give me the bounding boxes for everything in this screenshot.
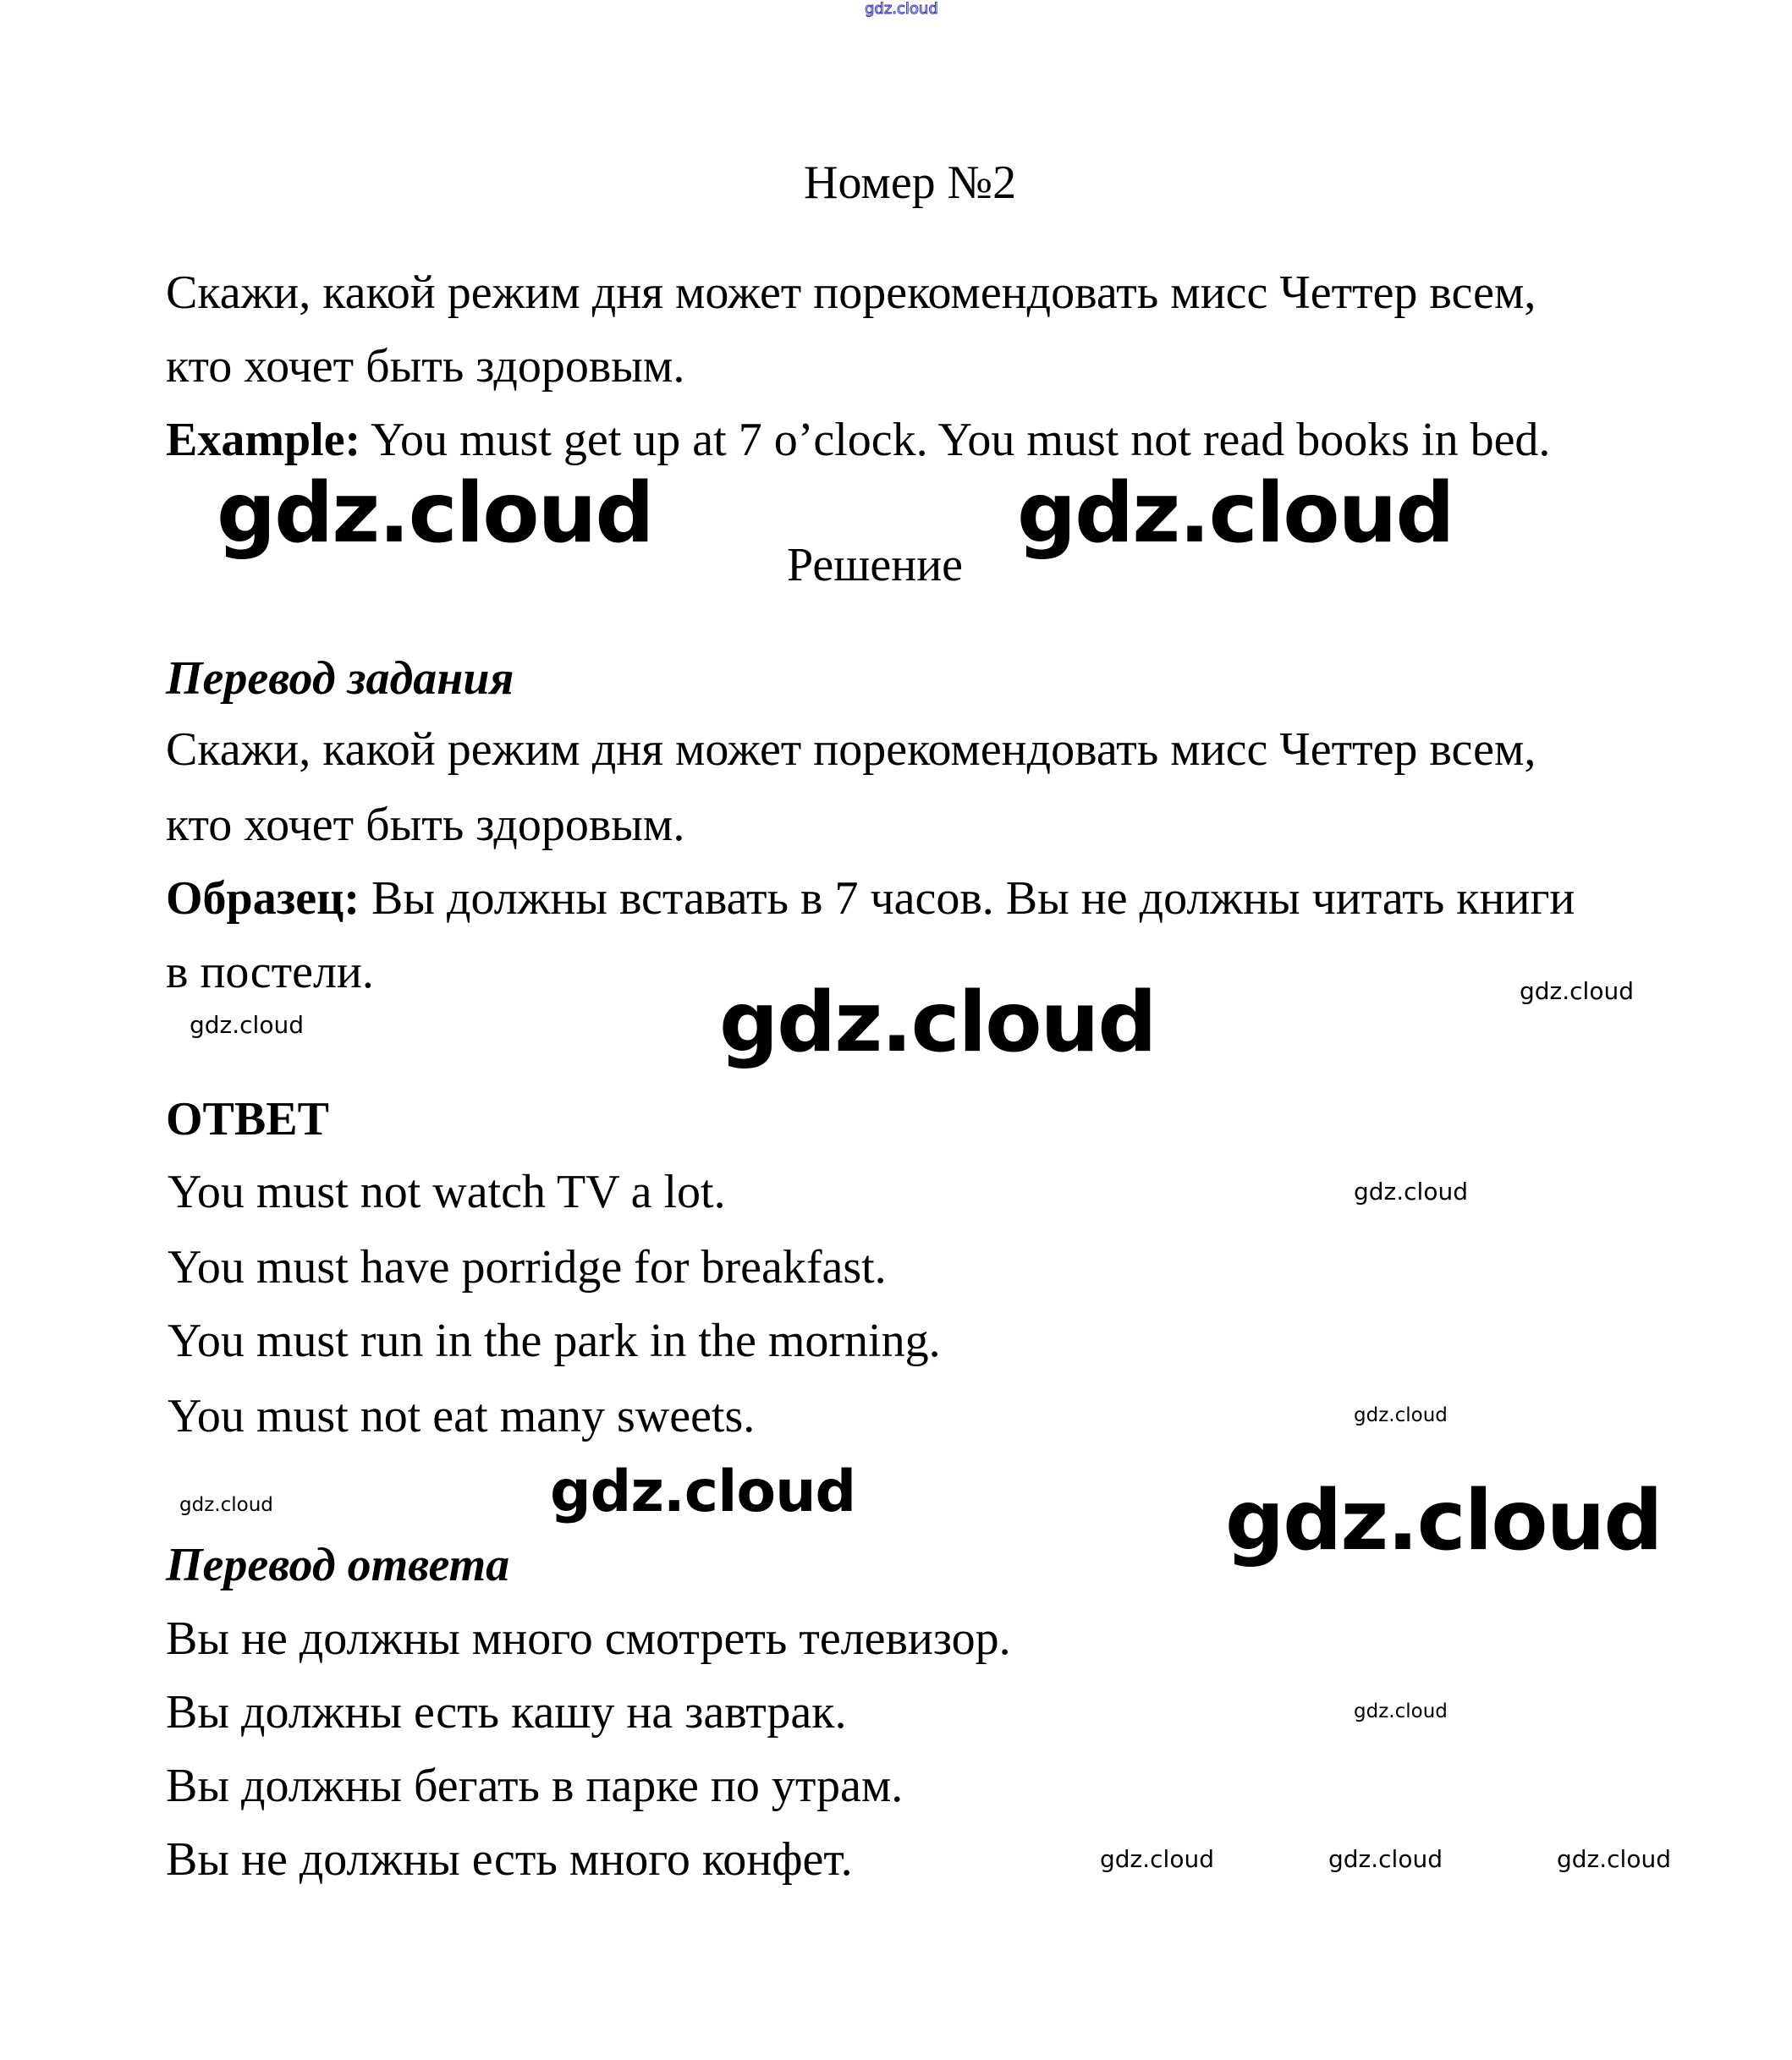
example-text: You must get up at 7 o’clock. You must not read books in bed.: [360, 414, 1551, 466]
answer-translation-line: Вы не должны много смотреть телевизор.: [166, 1612, 1011, 1665]
watermark: gdz.cloud: [1100, 1845, 1214, 1873]
answer-line: You must run in the park in the morning.: [168, 1315, 941, 1367]
watermark: gdz.cloud: [179, 1494, 273, 1516]
watermark: gdz.cloud: [217, 465, 653, 562]
answer-heading: ОТВЕТ: [166, 1093, 329, 1145]
watermark: gdz.cloud: [1328, 1845, 1443, 1873]
watermark: gdz.cloud: [1354, 1404, 1448, 1426]
watermark: gdz.cloud: [719, 975, 1156, 1071]
translation-line-1: Скажи, какой режим дня может порекомендовать мисс Четтер всем,: [166, 723, 1536, 776]
answer-translation-line: Вы должны бегать в парке по утрам.: [166, 1760, 904, 1812]
answer-translation-line: Вы не должны есть много конфет.: [166, 1833, 853, 1886]
answer-translation-heading: Перевод ответа: [166, 1539, 510, 1591]
task-example: [166, 416, 1550, 464]
watermark: gdz.cloud: [550, 1458, 856, 1525]
translation-line-2: кто хочет быть здоровым.: [166, 799, 685, 851]
watermark: gdz.cloud: [1520, 977, 1634, 1005]
answer-translation-line: Вы должны есть кашу на завтрак.: [166, 1686, 847, 1739]
task-line-2: кто хочет быть здоровым.: [166, 340, 685, 393]
sample-text: Вы должны вставать в 7 часов. Вы не должны читать книги: [359, 872, 1575, 925]
translation-heading: Перевод задания: [166, 652, 514, 705]
watermark: gdz.cloud: [1354, 1700, 1448, 1722]
translation-sample: [166, 872, 1575, 925]
watermark: gdz.cloud: [1017, 465, 1454, 562]
watermark: gdz.cloud: [190, 1011, 304, 1039]
sample-label: Образец:: [166, 872, 360, 925]
watermark: gdz.cloud: [1557, 1845, 1671, 1873]
header-watermark: gdz.cloud: [865, 0, 938, 18]
answer-line: You must have porridge for breakfast.: [168, 1241, 887, 1294]
watermark: gdz.cloud: [1354, 1178, 1468, 1206]
answer-line: You must not watch TV a lot.: [168, 1166, 726, 1218]
watermark: gdz.cloud: [1225, 1473, 1662, 1569]
task-line-1: Скажи, какой режим дня может порекомендовать мисс Четтер всем,: [166, 266, 1536, 319]
answer-line: You must not eat many sweets.: [168, 1390, 756, 1442]
solution-label: Решение: [787, 539, 964, 591]
translation-sample-line-2: в постели.: [166, 946, 374, 998]
page-title: Номер №2: [804, 157, 1017, 209]
example-label: Example:: [166, 414, 361, 466]
